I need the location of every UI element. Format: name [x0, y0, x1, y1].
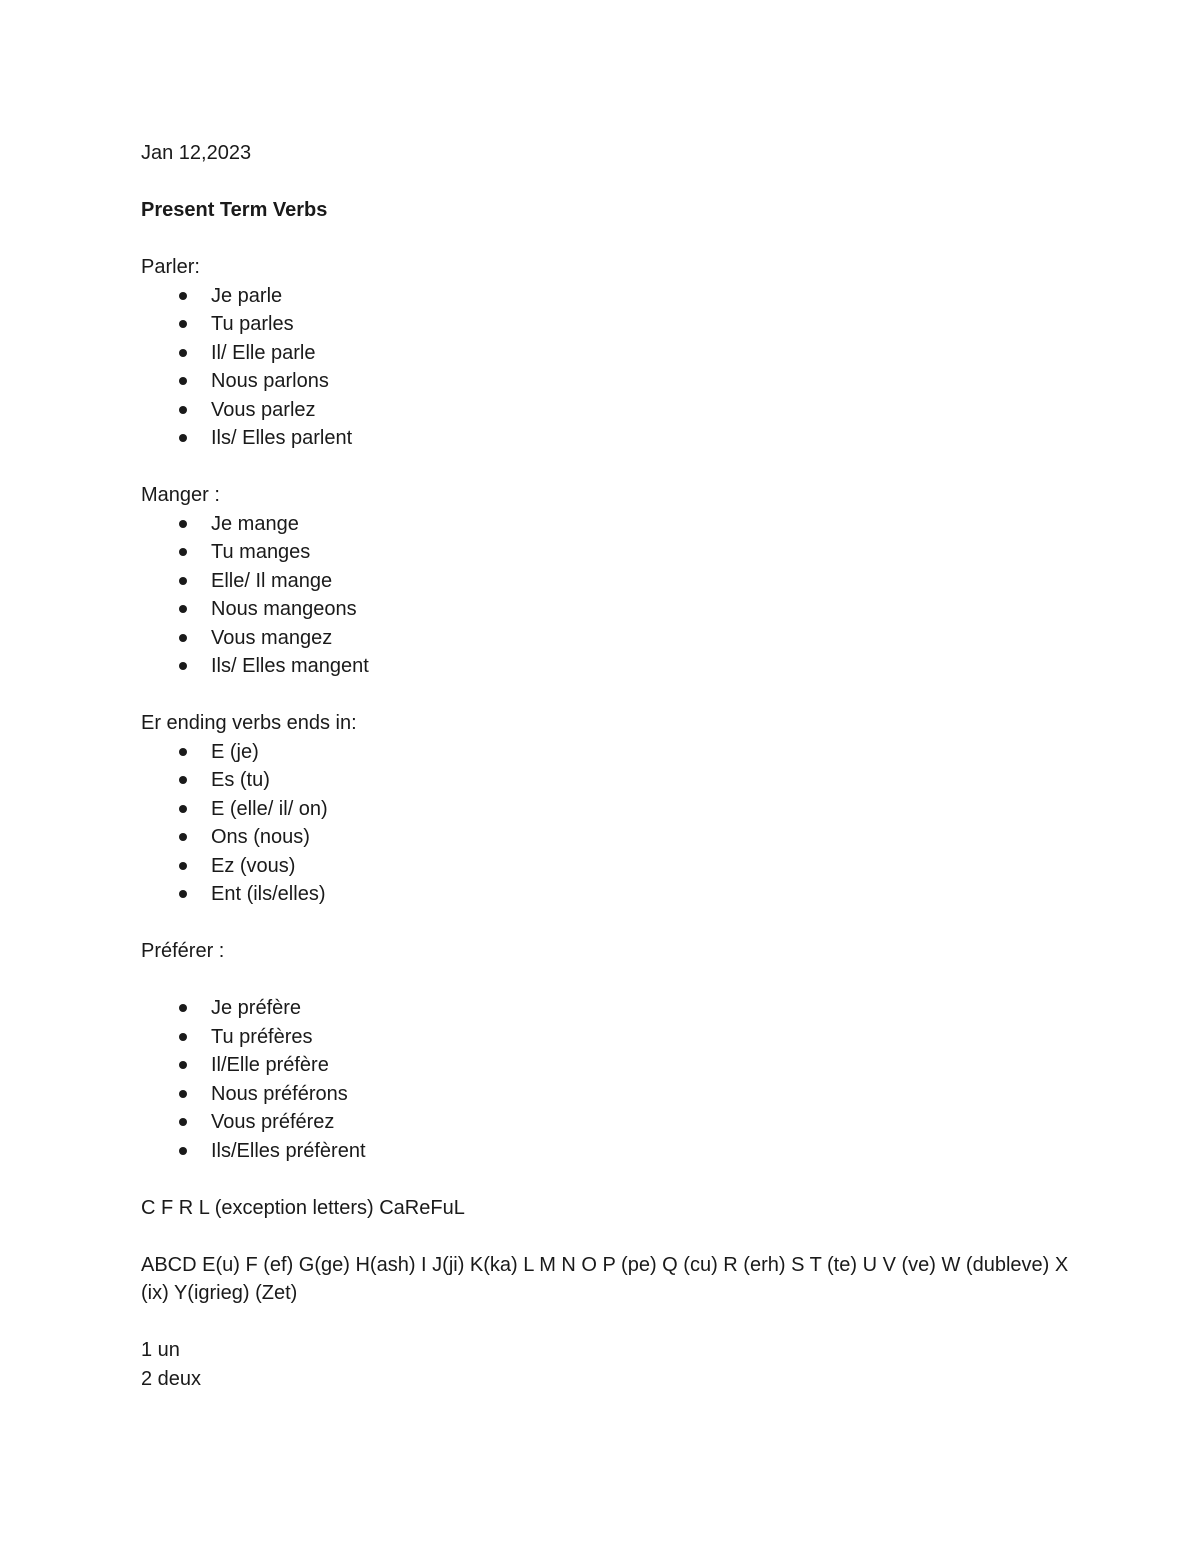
- section-heading-manger: Manger :: [141, 484, 220, 506]
- list-item: [141, 624, 1081, 653]
- careful-note: C F R L (exception letters) CaReFuL: [141, 1196, 465, 1219]
- list-item-text: Nous préférons: [211, 1082, 348, 1105]
- list-item-text: E (je): [211, 740, 259, 763]
- list-item-text: Je préfère: [211, 997, 302, 1019]
- list-item: [141, 1023, 1081, 1052]
- list-item-text: Ils/Elles préfèrent: [211, 1139, 366, 1162]
- list-item: [141, 766, 1081, 795]
- spacer: [141, 909, 1081, 938]
- list-item-text: Tu manges: [211, 541, 311, 563]
- list-item: [141, 595, 1081, 624]
- bullet-icon: [179, 748, 187, 756]
- list-item-text: Vous mangez: [211, 626, 333, 649]
- conjugation-list-parler: [141, 282, 1081, 453]
- list-item-text: Vous préférez: [211, 1111, 335, 1133]
- date-line: Jan 12,2023: [141, 142, 252, 164]
- bullet-icon: [179, 1118, 187, 1126]
- section-heading-parler: Parler:: [141, 256, 200, 278]
- spacer: [141, 966, 1081, 995]
- conjugation-list-manger: [141, 510, 1081, 681]
- list-item-text: Tu parles: [211, 313, 294, 335]
- bullet-icon: [179, 634, 187, 642]
- list-item: [141, 510, 1081, 539]
- page-title: Present Term Verbs: [141, 199, 328, 221]
- bullet-icon: [179, 805, 187, 813]
- spacer: [141, 1165, 1081, 1194]
- bullet-icon: [179, 320, 187, 328]
- list-item: [141, 1108, 1081, 1137]
- list-item: [141, 538, 1081, 567]
- list-item-text: Ent (ils/elles): [211, 883, 326, 905]
- spacer: [141, 1308, 1081, 1337]
- alphabet-line: ABCD E(u) F (ef) G(ge) H(ash) I J(ji) K(ka) L M N O P (pe) Q (cu) R (erh) S T (te) U V (ve) W (dubleve) X (ix) Y(igrieg) (Zet): [141, 1253, 1069, 1304]
- bullet-icon: [179, 406, 187, 414]
- bullet-icon: [179, 577, 187, 585]
- list-item: [141, 994, 1081, 1023]
- list-item: [141, 738, 1081, 767]
- spacer: [141, 225, 1081, 254]
- list-item: [141, 367, 1081, 396]
- spacer: [141, 1222, 1081, 1251]
- list-item-text: Vous parlez: [211, 398, 316, 421]
- section-heading-er-endings: Er ending verbs ends in:: [141, 712, 357, 734]
- conjugation-list-preferer: [141, 994, 1081, 1165]
- list-item: [141, 795, 1081, 824]
- bullet-icon: [179, 1090, 187, 1098]
- bullet-icon: [179, 776, 187, 784]
- bullet-icon: [179, 520, 187, 528]
- bullet-icon: [179, 434, 187, 442]
- section-heading-preferer: Préférer :: [141, 940, 225, 962]
- list-item: [141, 652, 1081, 681]
- bullet-icon: [179, 548, 187, 556]
- bullet-icon: [179, 833, 187, 841]
- list-item-text: Ons (nous): [211, 826, 310, 848]
- list-item: [141, 852, 1081, 881]
- list-item-text: Ez (vous): [211, 854, 296, 877]
- bullet-icon: [179, 1033, 187, 1041]
- bullet-icon: [179, 1147, 187, 1155]
- list-item-text: Ils/ Elles parlent: [211, 427, 353, 449]
- list-item: [141, 396, 1081, 425]
- list-item-text: Es (tu): [211, 769, 270, 791]
- ending-list-er: [141, 738, 1081, 909]
- list-item-text: E (elle/ il/ on): [211, 797, 328, 820]
- spacer: [141, 168, 1081, 197]
- number-line: 1 un: [141, 1339, 180, 1361]
- list-item: [141, 1080, 1081, 1109]
- bullet-icon: [179, 862, 187, 870]
- list-item: [141, 1137, 1081, 1166]
- list-item-text: Elle/ Il mange: [211, 569, 333, 592]
- list-item-text: Tu préfères: [211, 1025, 313, 1048]
- list-item-text: Je parle: [211, 284, 283, 307]
- document-page: [141, 139, 1081, 1393]
- list-item: [141, 339, 1081, 368]
- list-item: [141, 310, 1081, 339]
- list-item: [141, 424, 1081, 453]
- list-item-text: Nous mangeons: [211, 598, 357, 620]
- bullet-icon: [179, 890, 187, 898]
- list-item-text: Nous parlons: [211, 370, 329, 392]
- bullet-icon: [179, 377, 187, 385]
- bullet-icon: [179, 1061, 187, 1069]
- bullet-icon: [179, 292, 187, 300]
- spacer: [141, 453, 1081, 482]
- list-item: [141, 880, 1081, 909]
- list-item-text: Je mange: [211, 512, 299, 535]
- bullet-icon: [179, 662, 187, 670]
- list-item: [141, 823, 1081, 852]
- number-line: 2 deux: [141, 1367, 202, 1390]
- bullet-icon: [179, 605, 187, 613]
- list-item-text: Ils/ Elles mangent: [211, 655, 369, 677]
- spacer: [141, 681, 1081, 710]
- list-item: [141, 282, 1081, 311]
- bullet-icon: [179, 349, 187, 357]
- list-item: [141, 567, 1081, 596]
- list-item: [141, 1051, 1081, 1080]
- list-item-text: Il/Elle préfère: [211, 1054, 329, 1076]
- list-item-text: Il/ Elle parle: [211, 341, 316, 364]
- bullet-icon: [179, 1004, 187, 1012]
